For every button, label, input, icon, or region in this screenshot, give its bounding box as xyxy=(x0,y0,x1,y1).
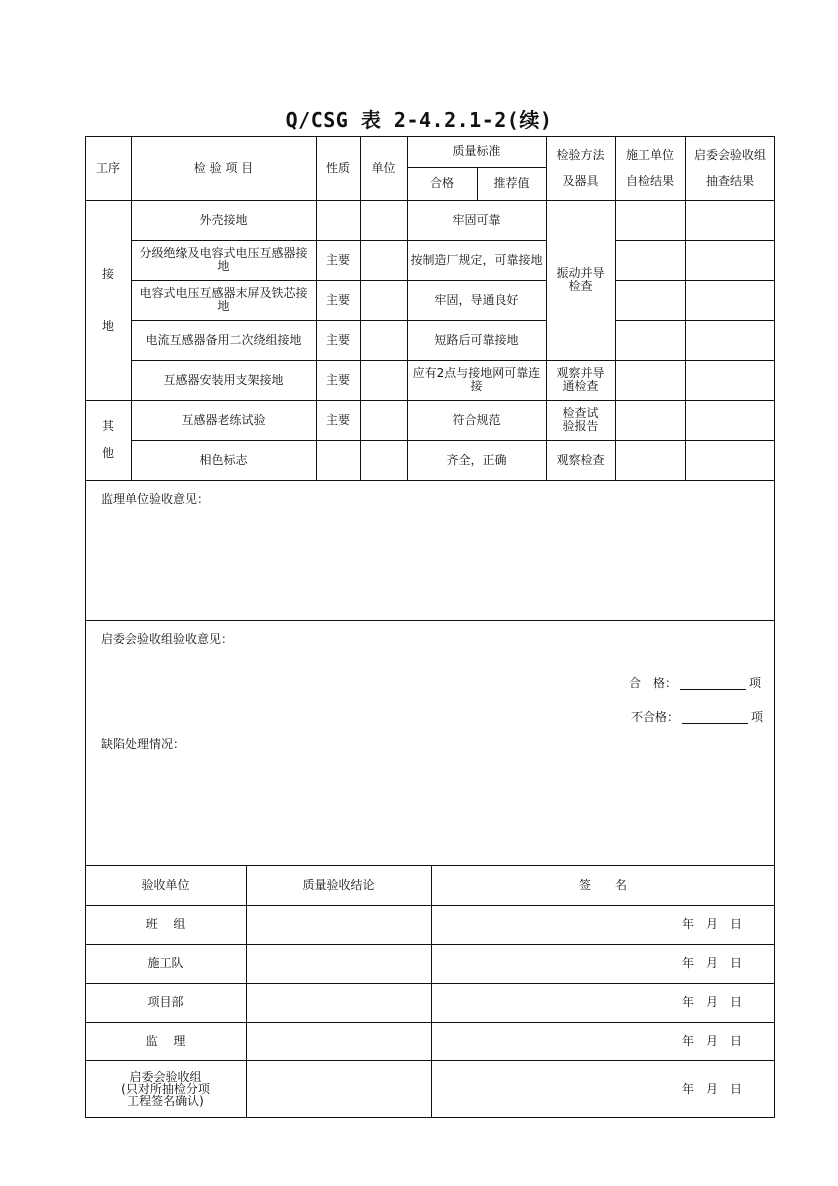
grid-line xyxy=(615,320,775,321)
group-other-char1: 其 xyxy=(101,419,114,433)
unqualified-count-label: 不合格： xyxy=(631,710,680,724)
header-qualified: 合格 xyxy=(429,176,454,190)
group-other-char2: 他 xyxy=(101,446,114,460)
method-bracket: 观察并导通检查 xyxy=(556,366,605,393)
method-phase-color: 观察检查 xyxy=(556,452,605,467)
defect-handling-label: 缺陷处理情况： xyxy=(101,737,186,751)
committee-opinion-label: 启委会验收组验收意见： xyxy=(101,632,234,646)
signoff-header-signature: 签 名 xyxy=(578,877,627,892)
row-item: 电流互感器备用二次绕组接地 xyxy=(145,332,302,347)
header-unit: 单位 xyxy=(371,160,396,175)
row-nature xyxy=(316,200,360,240)
signoff-unit: 监 理 xyxy=(145,1033,186,1048)
group-grounding-char2: 地 xyxy=(101,319,114,333)
signoff-header-unit: 验收单位 xyxy=(141,877,190,892)
row-standard: 符合规范 xyxy=(452,412,501,427)
row-nature: 主要 xyxy=(325,292,350,307)
header-quality-standard: 质量标准 xyxy=(452,144,501,158)
row-nature: 主要 xyxy=(325,412,350,427)
qualified-count-unit: 项 xyxy=(749,676,762,690)
grid-line xyxy=(85,620,775,621)
grid-line xyxy=(615,280,775,281)
signoff-header-conclusion: 质量验收结论 xyxy=(302,877,375,892)
row-standard: 牢固，导通良好 xyxy=(434,292,519,307)
unqualified-count-unit: 项 xyxy=(751,710,764,724)
method-grounding: 振动并导检查 xyxy=(556,266,605,293)
row-nature: 主要 xyxy=(325,252,350,267)
signoff-date: 年 月 日 xyxy=(681,917,742,931)
row-item: 电容式电压互感器末屏及铁芯接地 xyxy=(139,286,308,313)
group-grounding xyxy=(85,200,131,400)
signoff-date: 年 月 日 xyxy=(681,956,742,970)
row-nature: 主要 xyxy=(325,332,350,347)
header-method-line2: 及器具 xyxy=(562,174,599,188)
row-nature xyxy=(316,440,360,480)
qualified-count-row xyxy=(629,676,761,690)
header-method xyxy=(546,136,615,200)
row-standard: 齐全，正确 xyxy=(446,452,507,467)
signoff-date: 年 月 日 xyxy=(681,1081,742,1096)
signoff-unit: 班 组 xyxy=(145,917,186,931)
header-committee-line2: 抽查结果 xyxy=(705,174,754,188)
grid-line xyxy=(615,240,775,241)
signoff-unit: 项目部 xyxy=(147,995,184,1009)
header-item: 检 验 项 目 xyxy=(193,160,254,175)
qualified-count-label: 合 格： xyxy=(629,676,678,690)
header-recommended: 推荐值 xyxy=(493,176,530,190)
row-nature: 主要 xyxy=(325,372,350,387)
row-item: 外壳接地 xyxy=(199,212,248,227)
row-standard: 牢固可靠 xyxy=(452,212,501,227)
row-standard: 应有2点与接地网可靠连接 xyxy=(412,366,541,393)
method-aging: 检查试验报告 xyxy=(562,406,599,433)
header-committee-line1: 启委会验收组 xyxy=(693,148,766,162)
unqualified-count-field[interactable] xyxy=(682,711,748,724)
form-title: Q/CSG 表 2-4.2.1-2(续) xyxy=(285,108,553,132)
group-other xyxy=(85,400,131,480)
grid-line xyxy=(85,480,775,481)
unqualified-count-row xyxy=(631,710,763,724)
header-self-check-line1: 施工单位 xyxy=(625,148,674,162)
supervision-opinion-label: 监理单位验收意见： xyxy=(101,492,210,506)
row-standard: 按制造厂规定，可靠接地 xyxy=(410,252,543,267)
header-method-line1: 检验方法 xyxy=(556,148,605,162)
header-self-check xyxy=(615,136,685,200)
row-item: 相色标志 xyxy=(199,452,248,467)
header-self-check-line2: 自检结果 xyxy=(625,174,674,188)
signoff-unit: 施工队 xyxy=(147,956,184,970)
signoff-unit: 启委会验收组 (只对所抽检分项 工程签名确认) xyxy=(121,1070,210,1108)
row-standard: 短路后可靠接地 xyxy=(434,332,519,347)
row-item: 互感器安装用支架接地 xyxy=(163,372,284,387)
header-process: 工序 xyxy=(95,160,120,175)
row-item: 分级绝缘及电容式电压互感器接地 xyxy=(139,246,308,273)
signoff-date: 年 月 日 xyxy=(681,995,742,1009)
qualified-count-field[interactable] xyxy=(680,677,746,690)
header-committee xyxy=(685,136,775,200)
signoff-date: 年 月 日 xyxy=(681,1033,742,1048)
header-nature: 性质 xyxy=(325,160,350,175)
group-grounding-char1: 接 xyxy=(101,267,114,281)
row-item: 互感器老练试验 xyxy=(181,412,266,427)
